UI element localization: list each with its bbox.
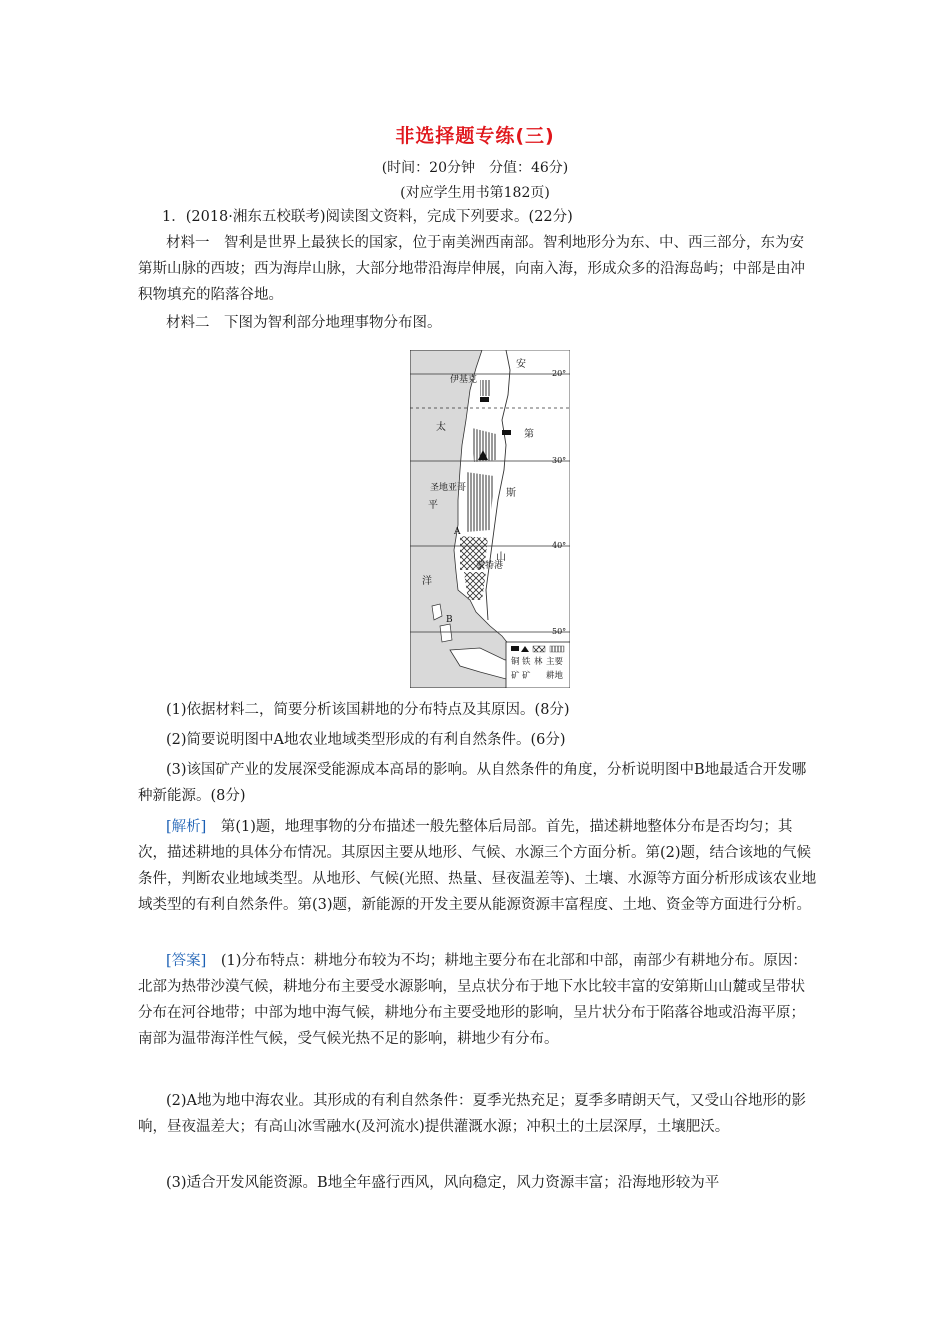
island <box>440 624 452 642</box>
label-iquique: 伊基克 <box>450 375 478 385</box>
sub-question-2: (2)简要说明图中A地农业地域类型形成的有利自然条件。(6分) <box>166 732 566 748</box>
copper-mine-symbol <box>480 397 489 402</box>
legend-mine-2: 矿 <box>522 671 531 681</box>
label-an: 安 <box>516 359 526 370</box>
legend-forest-symbol <box>533 646 545 652</box>
analysis-paragraph <box>138 814 818 918</box>
material-2: 材料二 下图为智利部分地理事物分布图。 <box>166 315 442 331</box>
label-santiago: 圣地亚哥 <box>430 483 467 493</box>
analysis-text: 第(1)题，地理事物的分布描述一般先整体后局部。首先，描述耕地整体分布是否均匀；其次，描述耕地的具体分布情况。其原因主要从地形、气候、水源三个方面分析。第(2)题，结合该地的气候条件，判断农业地域类型。从地形、气候(光照、热量、昼夜温差等)、土壤、水源等方面分析形成该农业地域类型的有利自然条件。第(3)题，新能源的开发主要从能源资源丰富程度、土地、资金等方面进行分析。 <box>138 819 817 913</box>
label-tai: 太 <box>436 422 446 433</box>
label-yang: 洋 <box>422 576 432 587</box>
legend-farmland: 耕地 <box>546 671 564 681</box>
answer-paragraph-2: (2)A地为地中海农业。其形成的有利自然条件：夏季光热充足；夏季多晴朗天气，又受山谷地形的影响，昼夜温差大；有高山冰雪融水(及河流水)提供灌溉水源；冲积土的土层深厚，土壤肥沃。 <box>138 1093 807 1135</box>
label-a: A <box>454 527 461 537</box>
time-score-line: (时间：20分钟 分值：46分) <box>381 160 569 176</box>
farmland-area <box>466 472 494 532</box>
legend-copper-symbol <box>511 646 519 651</box>
question-1-intro: 1．(2018·湘东五校联考)阅读图文资料，完成下列要求。(22分) <box>162 209 573 225</box>
lat-30-label: 30° <box>552 456 567 465</box>
lat-40-label: 40° <box>552 541 567 550</box>
legend-iron: 铁 <box>522 657 531 667</box>
label-si: 斯 <box>506 488 516 499</box>
book-reference-line: (对应学生用书第182页) <box>400 185 550 201</box>
label-puerto-montt: 蒙特港 <box>476 561 504 571</box>
label-di: 第 <box>524 429 534 440</box>
legend-copper: 铜 <box>511 657 520 667</box>
answer-tag: [答案] <box>166 953 207 969</box>
analysis-tag: [解析] <box>166 819 207 835</box>
label-shan: 山 <box>496 552 506 563</box>
page-title: 非选择题专练(三) <box>395 125 555 147</box>
legend-mine-1: 矿 <box>511 671 520 681</box>
copper-mine-symbol <box>502 430 511 435</box>
answer-paragraph-3: (3)适合开发风能资源。B地全年盛行西风，风向稳定，风力资源丰富；沿海地形较为平 <box>166 1175 720 1191</box>
legend-farmland-symbol <box>550 646 564 652</box>
lat-50-label: 50° <box>552 627 567 636</box>
legend-forest: 林 <box>534 657 543 667</box>
label-ping: 平 <box>428 500 438 511</box>
answer-1-text: (1)分布特点：耕地分布较为不均；耕地主要分布在北部和中部，南部少有耕地分布。原因：北部为热带沙漠气候，耕地分布主要受水源影响，呈点状分布于地下水比较丰富的安第斯山山麓或呈带状分布在河谷地带；中部为地中海气候，耕地分布主要受地形的影响，呈片状分布于陷落谷地或沿海平原；南部为温带海洋性气候，受气候光热不足的影响，耕地少有分布。 <box>138 953 807 1047</box>
answer-paragraph-1 <box>138 948 818 1052</box>
legend-main: 主要 <box>546 657 564 667</box>
lat-20-label: 20° <box>552 369 567 378</box>
label-b: B <box>446 615 453 625</box>
sub-question-3: (3)该国矿产业的发展深受能源成本高昂的影响。从自然条件的角度，分析说明图中B地最适合开发哪种新能源。(8分) <box>138 762 807 804</box>
material-1: 材料一 智利是世界上最狭长的国家，位于南美洲西南部。智利地形分为东、中、西三部分，东为安第斯山脉的西坡；西为海岸山脉，大部分地带沿海岸伸展，向南入海，形成众多的沿海岛屿；中部是由冲积物填充的陷落谷地。 <box>138 235 805 303</box>
chile-map-figure <box>410 350 570 688</box>
sub-question-1: (1)依据材料二，简要分析该国耕地的分布特点及其原因。(8分) <box>166 702 570 718</box>
farmland-area <box>480 380 490 396</box>
